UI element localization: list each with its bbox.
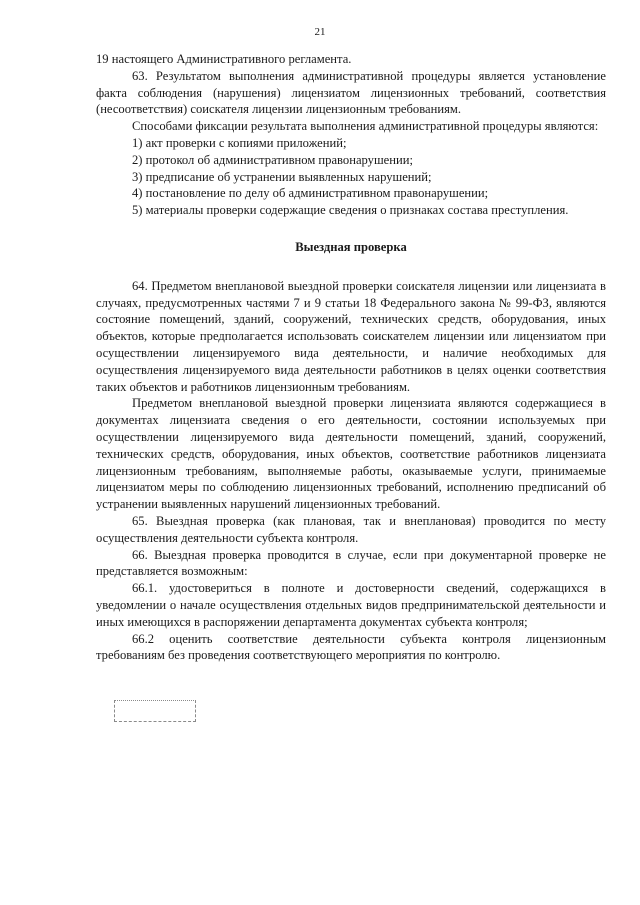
list-item-3: 3) предписание об устранении выявленных нарушений; (132, 169, 432, 184)
paragraph-63: 63. Результатом выполнения административной процедуры является установление факта соблюдения (нарушения) лицензиатом лицензионных требований, соответствия (несоответствия) соискателя лицензии лицензионным требованиям. (96, 68, 606, 117)
paragraph-64: 64. Предметом внеплановой выездной проверки соискателя лицензии или лицензиата в случаях, предусмотренных частями 7 и 9 статьи 18 Федерального закона № 99-ФЗ, являются состояние помещений, зданий, сооружений, технических средств, оборудования, иных объектов, которые предполагается использовать соискателем лицензии или лицензиатом при осуществлении лицензируемого вида деятельности, и наличие необходимых для осуществления лицензируемого вида деятельности работников в целях оценки соответствия таких объектов и работников лицензионным требованиям. (96, 278, 606, 394)
list-item-4: 4) постановление по делу об административном правонарушении; (132, 186, 489, 201)
paragraph-fixation-methods: Способами фиксации результата выполнения административной процедуры являются: (132, 119, 599, 134)
paragraph-66-2: 66.2 оценить соответствие деятельности субъекта контроля лицензионным требованиям без проведения соответствующего мероприятия по контролю. (96, 631, 606, 663)
section-heading: Выездная проверка (295, 239, 407, 254)
paragraph-66-1: 66.1. удостовериться в полноте и достоверности сведений, содержащихся в уведомлении о начале осуществления отдельных видов предпринимательской деятельности и иных имеющихся в распоряжении департамента документах субъекта контроля; (96, 581, 606, 629)
paragraph-65: 65. Выездная проверка (как плановая, так и внеплановая) проводится по месту осуществления деятельности субъекта контроля. (96, 513, 606, 545)
list-item-1: 1) акт проверки с копиями приложений; (132, 135, 347, 150)
paragraph-64-subject: Предметом внеплановой выездной проверки лицензиата являются содержащиеся в документах лицензиата сведения о его деятельности, состоянии используемых при осуществлении лицензируемого вида деятельности помещений, зданий, сооружений, технических средств, оборудования, иных объектов, соответствие работников лицензиата лицензионным требованиям, выполняемые работы, оказываемые услуги, принимаемые лицензиатом меры по соблюдению лицензионных требований, исполнению предписаний об устранении выявленных нарушений лицензионных требований. (96, 396, 606, 512)
list-item-5: 5) материалы проверки содержащие сведения о признаках состава преступления. (132, 203, 569, 218)
paragraph-66: 66. Выездная проверка проводится в случае, если при документарной проверке не представляется возможным: (96, 547, 606, 579)
document-body (96, 51, 606, 664)
page-number: 21 (314, 26, 326, 38)
paragraph-continuation: 19 настоящего Административного регламента. (96, 52, 352, 66)
stamp-placeholder (114, 700, 196, 722)
list-item-2: 2) протокол об административном правонарушении; (132, 152, 413, 167)
